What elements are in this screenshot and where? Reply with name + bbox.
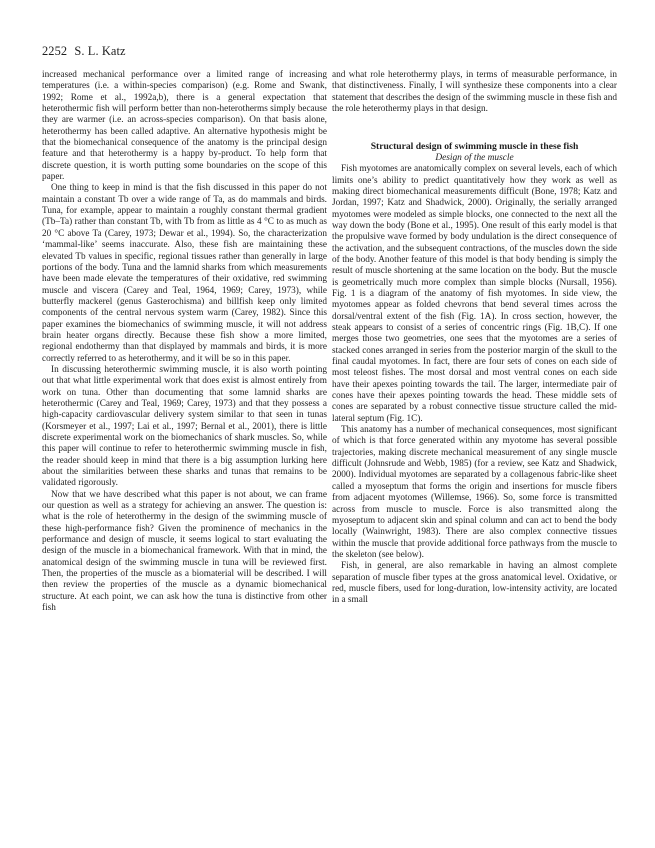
running-head	[42, 44, 126, 59]
body-paragraph: One thing to keep in mind is that the fish discussed in this paper do not maintain a constant Tb over a wide range of Ta, as do mammals and birds. Tuna, for example, appear to maintain a roughly constant thermal gradient (Tb–Ta) rather than constant Tb, with Tb from as little as 4 °C to as much as 20 °C above Ta (Carey, 1973; Dewar et al., 1994). So, the characterization ‘mammal-like’ seems inaccurate. Also, these fish are maintaining these elevated Tb values in specific, regional tissues rather than generally in large portions of the body. Tuna and the lamnid sharks from which measurements have been made elevate the temperatures of their oxidative, red swimming muscle and viscera (Carey and Teal, 1964, 1969; Carey, 1973), while butterfly mackerel (genus Gasterochisma) and billfish keep only limited components of the central nervous system warm (Carey, 1982). Since this paper examines the biomechanics of swimming muscle, it will not address brain heater organs directly. Because these fish show a more limited, regional endothermy than that displayed by mammals and birds, it is more correctly referred to as heterothermy, and it will be so in this paper.	[42, 183, 327, 364]
left-column	[42, 70, 327, 615]
page-number: 2252	[42, 44, 68, 58]
body-paragraph: Now that we have described what this paper is not about, we can frame our question as well as a strategy for achieving an answer. The question is: what is the role of heterothermy in the design of the swimming muscle of these high-performance fish? Given the prominence of mechanics in the performance and design of muscle, it seems logical to start evaluating the design of the muscle in a biomechanical framework. With that in mind, the anatomical design of the swimming muscle in tuna will be reviewed first. Then, the properties of the muscle as a biomaterial will be described. I will then review the properties of the muscle as a dynamic biomechanical structure. At each point, we can ask how the tuna is distinctive from other fish	[42, 489, 327, 614]
author-name: S. L. Katz	[74, 44, 126, 58]
body-paragraph: Fish myotomes are anatomically complex on several levels, each of which limits one’s ability to predict quantitatively how they work as well as making direct biomechanical measurements difficult (Bone, 1978; Katz and Jordan, 1997; Katz and Shadwick, 2000). Originally, the serially arranged myotomes were modeled as simple blocks, one connected to the next all the way down the body (Bone et al., 1995). One result of this early model is that the propulsive wave formed by body undulation is the direct consequence of the activation, and the subsequent contractions, of the muscles down the side of the body. Another feature of this model is that body bending is simply the result of muscle shortening at the same location on the body. But the muscle is geometrically much more complex than simple blocks (Nursall, 1956). Fig. 1 is a diagram of the anatomy of fish myotomes. In side view, the myotomes appear as folded chevrons that bend several times across the dorsal/ventral extent of the fish (Fig. 1A). In cross section, however, the steak appears to consist of a series of concentric rings (Fig. 1B,C). If one merges those two geometries, one sees that the myotomes are a series of stacked cones arranged in series from the posterior margin of the skull to the final caudal myotomes. In fact, there are four sets of cones on each side of most teleost fishes. The most dorsal and most ventral cones on each side have their apexes pointing towards the tail. The larger, intermediate pair of cones have their apexes pointing towards the head. These middle sets of cones are separated by a robust connective tissue structure called the mid-lateral septum (Fig. 1C).	[332, 164, 617, 424]
section-heading: Structural design of swimming muscle in these fish	[370, 141, 579, 153]
body-paragraph: increased mechanical performance over a limited range of increasing temperatures (i.e. a within-species comparison) (e.g. Rome and Swank, 1992; Rome et al., 1992a,b), there is a general expectation that heterothermic fish will perform better than non-heterotherms simply because they are warmer (i.e. an across-species comparison). On that basis alone, heterothermy has been called adaptive. An alternative hypothesis might be that the biomechanical consequence of the anatomy is the principal design feature and that heterothermy is a happy by-product. To help form that discrete question, it is worth putting some boundaries on the scope of this paper.	[42, 70, 327, 183]
body-paragraph: This anatomy has a number of mechanical consequences, most significant of which is that force generated within any myotome has several possible trajectories, making discrete mechanical measurement of any single muscle difficult (Johnsrude and Webb, 1985) (for a review, see Katz and Shadwick, 2000). Individual myotomes are separated by a collagenous fabric-like sheet called a myoseptum that forms the origin and insertions for muscle fibers from adjacent myotomes (Willemse, 1966). So, some force is transmitted across from muscle to muscle. Force is also transmitted along the myoseptum to adjacent skin and spinal column and can act to bend the body locally (Wainwright, 1983). There are also complex connective tissues within the muscle that provide additional force pathways from the muscle to the skeleton (see below).	[332, 425, 617, 560]
body-paragraph: and what role heterothermy plays, in terms of measurable performance, in that distinctiveness. Finally, I will synthesize these components into a clear statement that describes the design of the swimming muscle in these fish and the role heterothermy plays in that design.	[332, 70, 617, 115]
right-column	[332, 70, 617, 607]
body-paragraph: In discussing heterothermic swimming muscle, it is also worth pointing out that what little experimental work that does exist is almost entirely from work on tuna. Other than documenting that some lamnid sharks are heterothermic (Carey and Teal, 1969; Carey, 1973) and that they possess a high-capacity cardiovascular delivery system similar to that seen in tunas (Korsmeyer et al., 1997; Lai et al., 1997; Bernal et al., 2001), there is little discrete experimental work on the biomechanics of shark muscles. So, while this paper will continue to refer to heterothermic swimming muscle in fish, the reader should keep in mind that there is a big assumption lurking here about the similarities between these sharks and tunas that remains to be validated rigorously.	[42, 364, 327, 489]
body-paragraph: Fish, in general, are also remarkable in having an almost complete separation of muscle fiber types at the gross anatomical level. Oxidative, or red, muscle fibers, used for long-duration, low-intensity activity, are located in a small	[332, 561, 617, 606]
subsection-heading: Design of the muscle	[435, 152, 514, 163]
